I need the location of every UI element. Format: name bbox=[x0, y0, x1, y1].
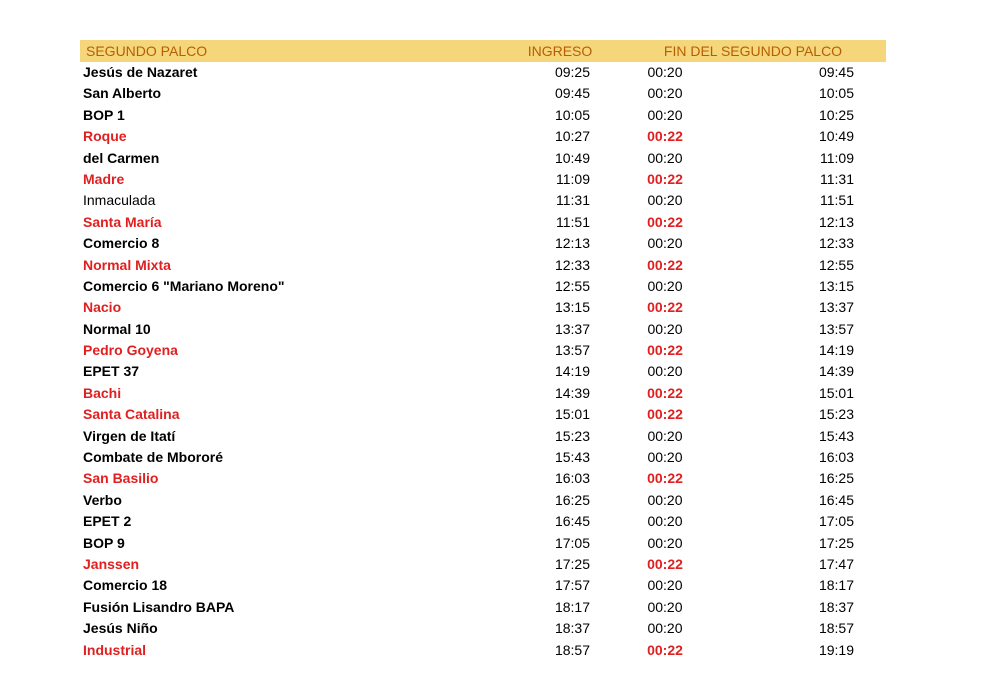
school-name: Madre bbox=[83, 170, 125, 187]
duration-time: 00:20 bbox=[647, 85, 683, 102]
schedule-table bbox=[80, 40, 886, 661]
fin-time: 10:25 bbox=[818, 106, 854, 123]
fin-time: 09:45 bbox=[818, 64, 854, 80]
fin-time: 11:31 bbox=[820, 170, 854, 187]
table-row bbox=[80, 233, 886, 254]
table-row bbox=[80, 426, 886, 447]
table-row bbox=[80, 340, 886, 361]
ingreso-time: 11:51 bbox=[556, 213, 590, 230]
table-row bbox=[80, 148, 886, 169]
fin-time: 16:45 bbox=[818, 491, 854, 508]
fin-time: 11:09 bbox=[820, 149, 854, 166]
duration-time: 00:22 bbox=[647, 641, 683, 658]
ingreso-time: 14:39 bbox=[554, 384, 590, 401]
table-row bbox=[80, 361, 886, 382]
ingreso-time: 18:17 bbox=[554, 598, 590, 615]
school-name: Comercio 6 "Mariano Moreno" bbox=[83, 277, 285, 294]
table-row bbox=[80, 62, 886, 83]
duration-time: 00:20 bbox=[647, 363, 683, 380]
fin-time: 18:57 bbox=[818, 620, 854, 637]
ingreso-time: 15:23 bbox=[554, 427, 590, 444]
school-name: Inmaculada bbox=[83, 192, 156, 209]
table-row bbox=[80, 618, 886, 639]
duration-time: 00:22 bbox=[647, 406, 683, 423]
fin-time: 17:05 bbox=[818, 513, 854, 530]
duration-time: 00:20 bbox=[647, 320, 683, 337]
ingreso-time: 09:45 bbox=[554, 85, 590, 102]
fin-time: 17:25 bbox=[818, 534, 854, 551]
duration-time: 00:22 bbox=[647, 470, 683, 487]
fin-time: 15:23 bbox=[818, 406, 854, 423]
ingreso-time: 11:31 bbox=[556, 192, 590, 209]
header-ingreso: INGRESO bbox=[527, 43, 593, 59]
school-name: Virgen de Itatí bbox=[83, 427, 176, 444]
table-header bbox=[80, 40, 886, 62]
fin-time: 13:37 bbox=[818, 299, 854, 316]
table-row bbox=[80, 190, 886, 211]
school-name: EPET 37 bbox=[83, 363, 140, 380]
ingreso-time: 10:49 bbox=[554, 149, 590, 166]
ingreso-time: 13:15 bbox=[554, 299, 590, 316]
ingreso-time: 17:05 bbox=[554, 534, 590, 551]
school-name: Combate de Mbororé bbox=[83, 449, 224, 466]
duration-time: 00:20 bbox=[647, 235, 683, 252]
duration-time: 00:20 bbox=[647, 277, 683, 294]
school-name: Comercio 18 bbox=[83, 577, 168, 594]
fin-time: 18:37 bbox=[818, 598, 854, 615]
table-row bbox=[80, 212, 886, 233]
school-name: Normal Mixta bbox=[83, 256, 171, 273]
fin-time: 10:49 bbox=[818, 128, 854, 145]
ingreso-time: 12:13 bbox=[554, 235, 590, 252]
duration-time: 00:22 bbox=[647, 342, 683, 359]
table-row bbox=[80, 511, 886, 532]
school-name: Santa María bbox=[83, 213, 162, 230]
duration-time: 00:20 bbox=[647, 491, 683, 508]
ingreso-time: 10:27 bbox=[554, 128, 590, 145]
duration-time: 00:20 bbox=[647, 513, 683, 530]
ingreso-time: 15:43 bbox=[554, 449, 590, 466]
school-name: Santa Catalina bbox=[83, 406, 180, 423]
table-row bbox=[80, 404, 886, 425]
ingreso-time: 13:37 bbox=[554, 320, 590, 337]
fin-time: 18:17 bbox=[818, 577, 854, 594]
table-row bbox=[80, 533, 886, 554]
school-name: EPET 2 bbox=[83, 513, 132, 530]
school-name: Comercio 8 bbox=[83, 235, 160, 252]
ingreso-time: 09:25 bbox=[554, 64, 590, 80]
duration-time: 00:20 bbox=[647, 106, 683, 123]
school-name: Normal 10 bbox=[83, 320, 151, 337]
school-name: BOP 9 bbox=[83, 534, 125, 551]
duration-time: 00:22 bbox=[647, 170, 683, 187]
table-row bbox=[80, 276, 886, 297]
table-row bbox=[80, 83, 886, 104]
ingreso-time: 18:37 bbox=[554, 620, 590, 637]
duration-time: 00:22 bbox=[647, 213, 683, 230]
duration-time: 00:22 bbox=[647, 299, 683, 316]
ingreso-time: 13:57 bbox=[554, 342, 590, 359]
ingreso-time: 15:01 bbox=[554, 406, 590, 423]
duration-time: 00:20 bbox=[647, 427, 683, 444]
ingreso-time: 14:19 bbox=[554, 363, 590, 380]
ingreso-time: 17:57 bbox=[554, 577, 590, 594]
table-row bbox=[80, 126, 886, 147]
school-name: Fusión Lisandro BAPA bbox=[83, 598, 235, 615]
school-name: Jesús de Nazaret bbox=[83, 64, 198, 80]
duration-time: 00:22 bbox=[647, 384, 683, 401]
duration-time: 00:22 bbox=[647, 256, 683, 273]
duration-time: 00:20 bbox=[647, 449, 683, 466]
ingreso-time: 12:33 bbox=[554, 256, 590, 273]
fin-time: 17:47 bbox=[818, 555, 854, 572]
table-row bbox=[80, 468, 886, 489]
table-row bbox=[80, 297, 886, 318]
table-row bbox=[80, 597, 886, 618]
school-name: Jesús Niño bbox=[83, 620, 158, 637]
duration-time: 00:22 bbox=[647, 555, 683, 572]
school-name: Industrial bbox=[83, 641, 147, 658]
ingreso-time: 12:55 bbox=[554, 277, 590, 294]
table-row bbox=[80, 640, 886, 661]
fin-time: 14:19 bbox=[818, 342, 854, 359]
ingreso-time: 17:25 bbox=[554, 555, 590, 572]
fin-time: 12:33 bbox=[818, 235, 854, 252]
fin-time: 12:13 bbox=[818, 213, 854, 230]
duration-time: 00:20 bbox=[647, 534, 683, 551]
ingreso-time: 16:45 bbox=[554, 513, 590, 530]
school-name: Bachi bbox=[83, 384, 122, 401]
ingreso-time: 16:03 bbox=[554, 470, 590, 487]
table-row bbox=[80, 105, 886, 126]
fin-time: 19:19 bbox=[818, 641, 854, 658]
fin-time: 13:15 bbox=[818, 277, 854, 294]
school-name: Janssen bbox=[83, 555, 140, 572]
school-name: del Carmen bbox=[83, 149, 160, 166]
table-row bbox=[80, 575, 886, 596]
table-row bbox=[80, 383, 886, 404]
fin-time: 16:03 bbox=[818, 449, 854, 466]
fin-time: 14:39 bbox=[818, 363, 854, 380]
table-row bbox=[80, 169, 886, 190]
table-row bbox=[80, 255, 886, 276]
duration-time: 00:20 bbox=[647, 192, 683, 209]
table-row bbox=[80, 490, 886, 511]
ingreso-time: 18:57 bbox=[554, 641, 590, 658]
school-name: Nacio bbox=[83, 299, 122, 316]
table-body bbox=[80, 62, 886, 661]
school-name: Roque bbox=[83, 128, 127, 145]
table-row bbox=[80, 554, 886, 575]
school-name: San Basilio bbox=[83, 470, 159, 487]
ingreso-time: 10:05 bbox=[554, 106, 590, 123]
table-row bbox=[80, 447, 886, 468]
fin-time: 15:43 bbox=[818, 427, 854, 444]
fin-time: 13:57 bbox=[818, 320, 854, 337]
duration-time: 00:20 bbox=[647, 149, 683, 166]
duration-time: 00:20 bbox=[647, 577, 683, 594]
fin-time: 15:01 bbox=[818, 384, 854, 401]
fin-time: 16:25 bbox=[818, 470, 854, 487]
duration-time: 00:20 bbox=[647, 598, 683, 615]
school-name: Pedro Goyena bbox=[83, 342, 178, 359]
duration-time: 00:20 bbox=[647, 620, 683, 637]
fin-time: 12:55 bbox=[818, 256, 854, 273]
header-segundo-palco: SEGUNDO PALCO bbox=[86, 43, 208, 59]
fin-time: 11:51 bbox=[820, 192, 854, 209]
fin-time: 10:05 bbox=[818, 85, 854, 102]
school-name: San Alberto bbox=[83, 85, 162, 102]
school-name: Verbo bbox=[83, 491, 122, 508]
ingreso-time: 16:25 bbox=[554, 491, 590, 508]
school-name: BOP 1 bbox=[83, 106, 125, 123]
header-fin: FIN DEL SEGUNDO PALCO bbox=[663, 43, 843, 59]
duration-time: 00:22 bbox=[647, 128, 683, 145]
table-row bbox=[80, 319, 886, 340]
ingreso-time: 11:09 bbox=[556, 170, 590, 187]
duration-time: 00:20 bbox=[647, 64, 683, 80]
